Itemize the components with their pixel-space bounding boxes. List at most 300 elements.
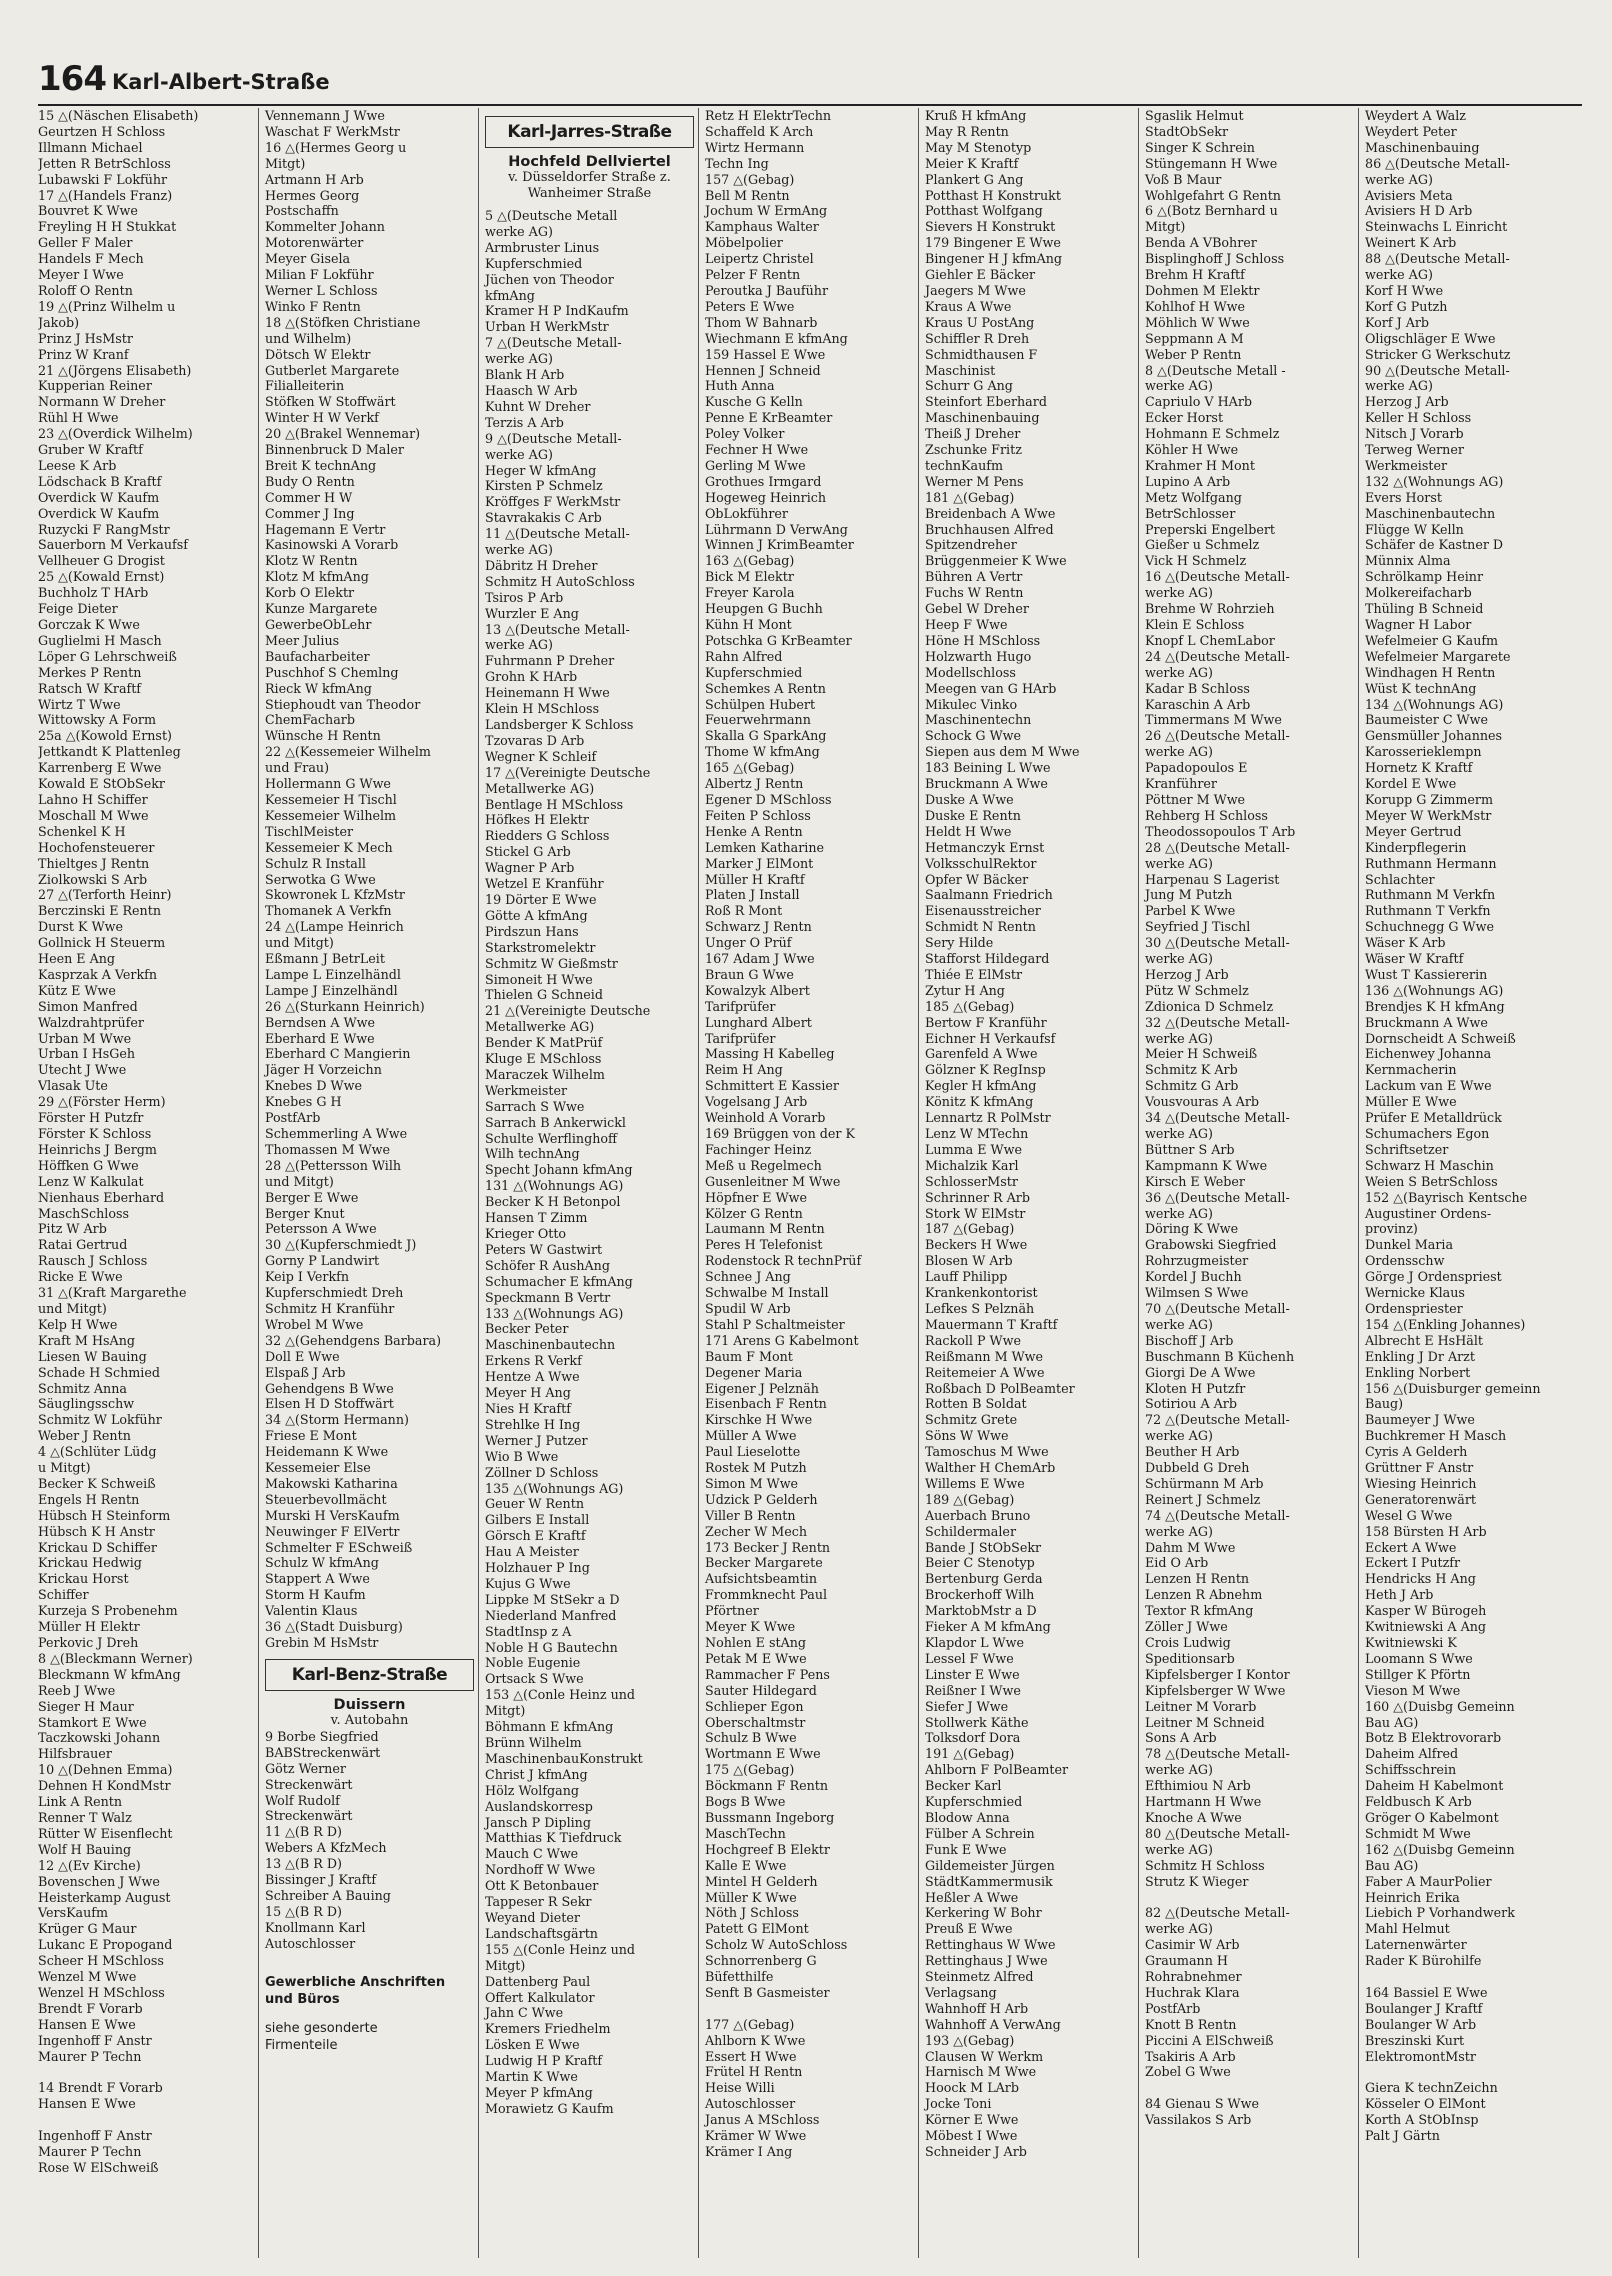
directory-entry: Krickau Horst xyxy=(38,1571,129,1587)
directory-entry: Tsakiris A Arb xyxy=(1145,2048,1236,2064)
directory-entry: Höffken G Wwe xyxy=(38,1157,139,1173)
directory-entry: Winter H W Verkf xyxy=(265,410,379,426)
directory-entry: Grohn K HArb xyxy=(485,669,578,685)
directory-entry: 25 △(Kowald Ernst) xyxy=(38,569,165,585)
directory-entry: Heisterkamp August xyxy=(38,1889,171,1905)
directory-entry: MaschSchloss xyxy=(38,1205,130,1221)
directory-entry: Schmitz K Arb xyxy=(1145,1062,1238,1078)
directory-columns xyxy=(38,108,1583,2258)
directory-entry: Knebes G H xyxy=(265,1094,342,1110)
directory-entry: 28 △(Deutsche Metall- xyxy=(1145,839,1290,855)
directory-entry: Rose W ElSchweiß xyxy=(38,2159,159,2175)
directory-entry: werke AG) xyxy=(1145,1762,1213,1778)
directory-entry: Becker K Schweiß xyxy=(38,1475,156,1491)
directory-entry: Knollmann Karl xyxy=(265,1919,366,1935)
directory-entry: Maschinist xyxy=(925,362,996,378)
directory-entry xyxy=(1365,2064,1574,2080)
directory-entry: Webers A KfzMech xyxy=(265,1840,387,1856)
directory-entry: Nohlen E stAng xyxy=(705,1635,807,1650)
directory-entry: 74 △(Deutsche Metall- xyxy=(1145,1507,1290,1523)
directory-entry: Thiée E ElMstr xyxy=(925,966,1023,982)
directory-entry: Meegen van G HArb xyxy=(925,680,1057,696)
directory-entry: Bogs B Wwe xyxy=(705,1794,786,1810)
directory-entry: Bruckmann A Wwe xyxy=(1365,1014,1488,1030)
directory-entry: und Wilhelm) xyxy=(265,330,352,346)
directory-entry: Hübsch H Steinform xyxy=(38,1507,171,1523)
directory-entry: Herzog J Arb xyxy=(1145,966,1229,982)
directory-entry: ChemFacharb xyxy=(265,712,355,728)
directory-entry: Reinert J Schmelz xyxy=(1145,1491,1261,1507)
directory-entry: 22 △(Kessemeier Wilhelm xyxy=(265,744,431,760)
directory-entry: Mikulec Vinko xyxy=(925,696,1018,712)
directory-entry: Büfetthilfe xyxy=(705,1969,774,1985)
directory-entry: Martin K Wwe xyxy=(485,2069,578,2085)
directory-entry: Kerkering W Bohr xyxy=(925,1905,1042,1921)
directory-entry: Hollermann G Wwe xyxy=(265,776,391,792)
directory-entry: werke AG) xyxy=(1365,171,1433,187)
directory-entry: Capriulo V HArb xyxy=(1145,394,1253,410)
directory-entry: StadtObSekr xyxy=(1145,123,1229,139)
directory-entry: MaschinenbauKonstrukt xyxy=(485,1750,643,1766)
directory-entry: 155 △(Conle Heinz und xyxy=(485,1941,636,1957)
directory-entry: Meer Julius xyxy=(265,632,340,648)
notice-title-1: Gewerbliche Anschriften xyxy=(265,1974,446,1990)
directory-entry: Schwalbe M Install xyxy=(705,1285,829,1301)
directory-entry: 34 △(Storm Hermann) xyxy=(265,1412,409,1428)
directory-entry: 185 △(Gebag) xyxy=(925,998,1015,1014)
directory-entry: 193 △(Gebag) xyxy=(925,2032,1015,2048)
entry-list xyxy=(265,108,474,1651)
directory-entry: Landsberger K Schloss xyxy=(485,717,634,732)
directory-entry: Kipfelsberger W Wwe xyxy=(1145,1682,1286,1698)
directory-entry: Knott B Rentn xyxy=(1145,2016,1237,2032)
directory-entry: 86 △(Deutsche Metall- xyxy=(1365,155,1510,171)
directory-entry: Neuwinger F ElVertr xyxy=(265,1523,400,1539)
directory-entry: Grüttner F Anstr xyxy=(1365,1460,1474,1476)
directory-entry: Hagemann E Vertr xyxy=(265,521,386,537)
directory-entry: Rieck W kfmAng xyxy=(265,680,372,696)
directory-entry: Starkstromelektr xyxy=(485,939,596,955)
directory-entry: Kraus U PostAng xyxy=(925,314,1035,330)
page-street-title: Karl-Albert-Straße xyxy=(111,70,330,94)
directory-entry: Enkling J Dr Arzt xyxy=(1365,1348,1475,1364)
directory-entry: Schnorrenberg G xyxy=(705,1953,817,1969)
directory-entry: 17 △(Handels Franz) xyxy=(38,187,173,203)
directory-entry: Gruber W Kraftf xyxy=(38,442,143,458)
directory-entry: Stamkort E Wwe xyxy=(38,1714,147,1730)
directory-entry: Urban H WerkMstr xyxy=(485,319,609,335)
directory-entry: Werner L Schloss xyxy=(265,282,378,298)
directory-entry: Mitgt) xyxy=(265,155,306,171)
directory-entry: Bau AG) xyxy=(1365,1714,1419,1730)
directory-entry: Terweg Werner xyxy=(1365,442,1464,458)
directory-entry: Daheim Alfred xyxy=(1365,1746,1459,1762)
directory-entry: Eberhard E Wwe xyxy=(265,1030,375,1046)
directory-entry: Rehberg H Schloss xyxy=(1145,807,1268,823)
directory-entry: Hartmann H Wwe xyxy=(1145,1794,1262,1810)
directory-entry: Taczkowski Johann xyxy=(38,1730,161,1746)
directory-entry: Zschunke Fritz xyxy=(925,442,1022,458)
directory-entry: Preperski Engelbert xyxy=(1145,521,1276,537)
directory-entry: 70 △(Deutsche Metall- xyxy=(1145,1300,1290,1316)
directory-entry: 16 △(Hermes Georg u xyxy=(265,139,407,155)
entry-list xyxy=(705,108,914,2160)
directory-entry: 131 △(Wohnungs AG) xyxy=(485,1178,624,1194)
directory-entry: 7 △(Deutsche Metall- xyxy=(485,335,622,351)
directory-entry: Körner E Wwe xyxy=(925,2112,1019,2128)
directory-entry: Korb O Elektr xyxy=(265,585,355,601)
directory-entry: Patett G ElMont xyxy=(705,1921,809,1937)
directory-entry: Fieker A M kfmAng xyxy=(925,1619,1051,1635)
directory-entry: Feige Dieter xyxy=(38,601,118,617)
directory-entry: Postschaffn xyxy=(265,203,339,219)
directory-entry: Vlasak Ute xyxy=(38,1078,108,1094)
directory-entry: Kölzer G Rentn xyxy=(705,1205,803,1221)
directory-entry: Görge J Ordenspriest xyxy=(1365,1269,1502,1285)
directory-entry: 36 △(Deutsche Metall- xyxy=(1145,1189,1290,1205)
directory-entry: Commer H W xyxy=(265,489,353,505)
directory-entry: Kipfelsberger I Kontor xyxy=(1145,1666,1290,1682)
directory-entry: Brehm H Kraftf xyxy=(1145,267,1245,283)
directory-entry: Palt J Gärtn xyxy=(1365,2128,1440,2144)
directory-entry: Laternenwärter xyxy=(1365,1937,1467,1953)
directory-entry: 21 △(Vereinigte Deutsche xyxy=(485,1003,651,1019)
directory-entry: Kupferschmiedt Dreh xyxy=(265,1285,404,1301)
directory-entry: Kloten H Putzfr xyxy=(1145,1380,1246,1396)
directory-entry: Kampmann K Wwe xyxy=(1145,1157,1268,1173)
directory-entry: Egener D MSchloss xyxy=(705,791,832,807)
directory-entry: Eckert I Putzfr xyxy=(1365,1555,1461,1571)
directory-entry: Tsiros P Arb xyxy=(485,589,564,605)
directory-entry: Brockerhoff Wilh xyxy=(925,1587,1035,1603)
directory-entry: 29 △(Förster Herm) xyxy=(38,1094,166,1110)
directory-entry: VersKaufm xyxy=(38,1905,109,1921)
directory-entry: Wilmsen S Wwe xyxy=(1145,1285,1249,1301)
directory-entry: werke AG) xyxy=(1145,378,1213,394)
directory-entry: Gollnick H Steuerm xyxy=(38,935,166,951)
directory-entry: Beier C Stenotyp xyxy=(925,1555,1035,1571)
directory-entry: Offert Kalkulator xyxy=(485,1989,595,2005)
directory-entry: Heep F Wwe xyxy=(925,617,1008,632)
directory-entry: Schiffler R Dreh xyxy=(925,330,1030,346)
directory-entry: Kröffges F WerkMstr xyxy=(485,494,621,510)
directory-entry: werke AG) xyxy=(485,637,553,653)
directory-entry: Ricke E Wwe xyxy=(38,1269,123,1285)
directory-entry: Gilbers E Install xyxy=(485,1512,590,1528)
directory-entry: 90 △(Deutsche Metall- xyxy=(1365,362,1510,378)
directory-entry: Lührmann D VerwAng xyxy=(705,521,848,537)
directory-entry: Windhagen H Rentn xyxy=(1365,664,1496,680)
directory-entry: Streckenwärt xyxy=(265,1808,353,1824)
directory-entry: Krämer I Ang xyxy=(705,2144,793,2159)
directory-entry: werke AG) xyxy=(485,542,553,558)
directory-entry: Stafforst Hildegard xyxy=(925,951,1050,967)
directory-entry: Piccini A ElSchweiß xyxy=(1145,2032,1274,2048)
directory-entry: werke AG) xyxy=(485,223,553,239)
directory-entry: Harpenau S Lagerist xyxy=(1145,871,1280,887)
directory-entry: Ingenhoff F Anstr xyxy=(38,2128,152,2144)
directory-entry: Verlagsang xyxy=(925,1984,997,2000)
directory-entry: Wirtz T Wwe xyxy=(38,696,121,712)
directory-entry: Rackoll P Wwe xyxy=(925,1332,1021,1348)
directory-entry: Hölz Wolfgang xyxy=(485,1782,580,1798)
directory-entry: Schlieper Egon xyxy=(705,1698,804,1714)
directory-entry: Nordhoff W Wwe xyxy=(485,1862,596,1878)
directory-entry: VolksschulRektor xyxy=(925,855,1037,871)
directory-entry: Marker J ElMont xyxy=(705,855,814,871)
directory-entry: Papadopoulos E xyxy=(1145,760,1248,776)
directory-entry: werke AG) xyxy=(485,351,553,367)
directory-entry: Meier H Schweiß xyxy=(1145,1046,1258,1062)
directory-entry xyxy=(38,2112,254,2128)
directory-entry: Schülpen Hubert xyxy=(705,696,816,712)
directory-entry: Förster K Schloss xyxy=(38,1126,152,1141)
directory-entry: Huchrak Klara xyxy=(1145,1984,1240,2000)
directory-entry: Hornetz K Kraftf xyxy=(1365,760,1473,776)
directory-entry: Korupp G Zimmerm xyxy=(1365,791,1493,807)
directory-entry: Meyer P kfmAng xyxy=(485,2084,593,2100)
directory-entry: Höne H MSchloss xyxy=(925,632,1041,648)
directory-entry: BetrSchlosser xyxy=(1145,505,1236,521)
directory-entry: 8 △(Deutsche Metall - xyxy=(1145,362,1286,378)
directory-entry: Senft B Gasmeister xyxy=(705,1984,830,2000)
directory-entry: Giehler E Bäcker xyxy=(925,267,1036,283)
directory-entry: werke AG) xyxy=(1145,855,1213,871)
directory-entry: Löper G Lehrschweiß xyxy=(38,648,177,664)
directory-entry: Zecher W Mech xyxy=(705,1523,808,1539)
directory-entry: Krankenkontorist xyxy=(925,1285,1038,1301)
notice-body-1: siehe gesonderte xyxy=(265,2020,378,2036)
directory-entry: Schwarz H Maschin xyxy=(1365,1157,1494,1173)
directory-entry: Liesen W Bauing xyxy=(38,1348,147,1364)
directory-entry: Karaschin A Arb xyxy=(1145,696,1251,712)
directory-entry: 21 △(Jörgens Elisabeth) xyxy=(38,362,192,378)
directory-entry: 15 △(Näschen Elisabeth) xyxy=(38,108,199,123)
directory-entry: Lunghard Albert xyxy=(705,1014,812,1030)
directory-entry: Stüngemann H Wwe xyxy=(1145,155,1278,171)
directory-entry: Krickau D Schiffer xyxy=(38,1539,157,1555)
directory-entry: ObLokführer xyxy=(705,505,788,521)
directory-entry: Hetmanczyk Ernst xyxy=(925,839,1045,855)
directory-entry: Heldt H Wwe xyxy=(925,823,1012,839)
directory-entry: Noble H G Bautechn xyxy=(485,1639,618,1655)
directory-entry: kfmAng xyxy=(485,287,535,303)
directory-entry xyxy=(705,2001,914,2017)
directory-entry: Zöllner D Schloss xyxy=(485,1464,599,1480)
directory-entry: Winnen J KrimBeamter xyxy=(705,537,854,553)
directory-entry: Eigener J Pelznäh xyxy=(705,1380,819,1396)
directory-entry: Pirdszun Hans xyxy=(485,923,579,939)
directory-entry: Kinderpflegerin xyxy=(1365,839,1467,855)
directory-entry: Dahm M Wwe xyxy=(1145,1539,1236,1555)
directory-entry: Normann W Dreher xyxy=(38,394,166,410)
directory-entry: Wernicke Klaus xyxy=(1365,1285,1465,1301)
directory-entry: Schmidt N Rentn xyxy=(925,919,1036,935)
directory-entry: Krahmer H Mont xyxy=(1145,457,1255,473)
directory-entry: Freyer Karola xyxy=(705,585,795,601)
directory-entry: und Mitgt) xyxy=(38,1300,107,1316)
directory-entry: Boulanger W Arb xyxy=(1365,2016,1477,2032)
entry-list-after xyxy=(265,1729,474,1952)
directory-entry: Sauerborn M Verkaufsf xyxy=(38,537,188,553)
directory-entry: Krüger G Maur xyxy=(38,1921,137,1937)
directory-entry: Kelp H Wwe xyxy=(38,1316,118,1332)
directory-entry: Simon M Wwe xyxy=(705,1475,799,1491)
directory-entry: Geurtzen H Schloss xyxy=(38,123,166,139)
directory-entry: Stiephoudt van Theodor xyxy=(265,696,421,712)
directory-entry: Bick M Elektr xyxy=(705,569,794,585)
directory-entry: Binnenbruck D Maler xyxy=(265,442,404,458)
directory-entry: Ingenhoff F Anstr xyxy=(38,2032,152,2048)
directory-entry: Parbel K Wwe xyxy=(1145,903,1236,919)
directory-entry: Landschaftsgärtn xyxy=(485,1925,598,1941)
directory-entry: Lahno H Schiffer xyxy=(38,791,148,807)
directory-entry: Milian F Lokführ xyxy=(265,267,374,283)
directory-entry: SchlosserMstr xyxy=(925,1173,1018,1189)
directory-entry: Schock G Wwe xyxy=(925,728,1022,744)
directory-entry: Heupgen G Buchh xyxy=(705,601,823,617)
directory-entry: Schürmann M Arb xyxy=(1145,1475,1264,1491)
directory-entry: ElektromontMstr xyxy=(1365,2048,1476,2064)
directory-entry: Breit K technAng xyxy=(265,457,377,473)
directory-entry: 10 △(Dehnen Emma) xyxy=(38,1762,173,1778)
directory-entry: Buchholz T HArb xyxy=(38,585,149,601)
directory-entry: Vieson M Wwe xyxy=(1365,1682,1461,1698)
column-6 xyxy=(1138,108,1358,2258)
directory-entry: 28 △(Pettersson Wilh xyxy=(265,1157,402,1173)
directory-entry: Seyfried J Tischl xyxy=(1145,919,1251,935)
directory-entry: 17 △(Vereinigte Deutsche xyxy=(485,764,651,780)
directory-entry: Eisenbach F Rentn xyxy=(705,1396,827,1412)
directory-entry: Schmidt M Wwe xyxy=(1365,1825,1471,1841)
directory-entry: Weydert A Walz xyxy=(1365,108,1466,123)
directory-entry: Speditionsarb xyxy=(1145,1650,1235,1666)
directory-entry: 171 Arens G Kabelmont xyxy=(705,1332,859,1348)
directory-entry: 183 Beining L Wwe xyxy=(925,760,1051,776)
directory-entry: 163 △(Gebag) xyxy=(705,553,795,569)
directory-entry: Rammacher F Pens xyxy=(705,1666,830,1682)
directory-entry: Morawietz G Kaufm xyxy=(485,2100,614,2116)
directory-entry: Möbelpolier xyxy=(705,235,783,251)
directory-entry: Janus A MSchloss xyxy=(705,2112,820,2128)
directory-entry: Brendjes K H kfmAng xyxy=(1365,998,1505,1014)
directory-entry: 26 △(Deutsche Metall- xyxy=(1145,728,1290,744)
directory-entry: Pütz W Schmelz xyxy=(1145,982,1249,998)
directory-entry: Müller A Wwe xyxy=(705,1428,797,1444)
directory-entry: Thielen G Schneid xyxy=(485,987,603,1003)
directory-entry: werke AG) xyxy=(1365,378,1433,394)
directory-entry: Bouvret K Wwe xyxy=(38,203,138,219)
directory-entry: Mauch C Wwe xyxy=(485,1846,579,1862)
directory-entry: technKaufm xyxy=(925,457,1003,473)
directory-entry: Sarrach S Wwe xyxy=(485,1098,585,1114)
directory-entry: May M Stenotyp xyxy=(925,139,1032,155)
directory-entry: Kujus G Wwe xyxy=(485,1575,571,1591)
directory-entry: Kluge E MSchloss xyxy=(485,1051,602,1067)
directory-entry: Schäfer de Kastner D xyxy=(1365,537,1504,553)
directory-entry: Timmermans M Wwe xyxy=(1145,712,1282,728)
directory-entry: Dunkel Maria xyxy=(1365,1237,1454,1253)
directory-entry: Walther H ChemArb xyxy=(925,1460,1056,1476)
directory-entry: Schlachter xyxy=(1365,871,1435,887)
directory-entry: Leitner M Schneid xyxy=(1145,1714,1265,1730)
directory-entry: Schulz B Wwe xyxy=(705,1730,797,1746)
directory-entry: Bertow F Kranführ xyxy=(925,1014,1047,1030)
directory-entry: Ratsch W Kraftf xyxy=(38,680,141,696)
directory-entry: Kurzeja S Probenehm xyxy=(38,1603,178,1619)
directory-entry: Bentlage H MSchloss xyxy=(485,796,624,812)
directory-entry: Durst K Wwe xyxy=(38,919,123,935)
directory-entry: Möhlich W Wwe xyxy=(1145,314,1250,330)
directory-entry: Bleckmann W kfmAng xyxy=(38,1666,181,1682)
directory-entry: Gutberlet Margarete xyxy=(265,362,400,378)
directory-entry: werke AG) xyxy=(1145,1921,1213,1937)
directory-entry: Perkovic J Dreh xyxy=(38,1635,139,1650)
directory-entry: Schmittert E Kassier xyxy=(705,1078,839,1094)
directory-entry: Plankert G Ang xyxy=(925,171,1024,187)
directory-entry: Hennen J Schneid xyxy=(705,362,821,378)
directory-entry: Dubbeld G Dreh xyxy=(1145,1460,1250,1476)
directory-entry: Motorenwärter xyxy=(265,235,364,251)
directory-entry: Botz B Elektrovorarb xyxy=(1365,1730,1502,1746)
directory-entry: Scheer H MSchloss xyxy=(38,1953,164,1969)
directory-entry: Kordel J Buchh xyxy=(1145,1269,1242,1285)
street-heading-karl-benz: Karl-Benz-Straße xyxy=(265,1659,474,1691)
directory-entry: Utecht J Wwe xyxy=(38,1062,127,1078)
directory-entry: Doll E Wwe xyxy=(265,1348,340,1364)
directory-entry: Freyling H H Stukkat xyxy=(38,219,177,235)
directory-entry: Schmitz W Gießmstr xyxy=(485,955,618,971)
directory-entry: Rohrabnehmer xyxy=(1145,1969,1242,1985)
directory-entry xyxy=(1145,2080,1354,2096)
directory-entry: Brüggenmeier K Wwe xyxy=(925,553,1067,569)
directory-entry: Reim H Ang xyxy=(705,1062,783,1078)
directory-entry: Bühren A Vertr xyxy=(925,569,1023,585)
directory-entry: Wefelmeier Margarete xyxy=(1365,648,1511,664)
directory-entry: Dohmen M Elektr xyxy=(1145,282,1260,298)
directory-entry: Zytur H Ang xyxy=(925,982,1005,998)
directory-entry: Pöttner M Wwe xyxy=(1145,791,1246,807)
directory-entry: Filialleiterin xyxy=(265,378,345,394)
directory-entry: Ruthmann M Verkfn xyxy=(1365,887,1496,903)
street-heading-karl-jarres: Karl-Jarres-Straße xyxy=(485,116,694,148)
directory-entry: Knebes D Wwe xyxy=(265,1078,362,1094)
directory-entry: Kramer H P IndKaufm xyxy=(485,303,629,319)
directory-entry: Brendt F Vorarb xyxy=(38,2000,143,2016)
directory-entry: Specht Johann kfmAng xyxy=(485,1162,633,1178)
directory-entry: Heth J Arb xyxy=(1365,1587,1434,1603)
directory-entry: Korf G Putzh xyxy=(1365,298,1448,314)
directory-entry: 30 △(Kupferschmiedt J) xyxy=(265,1237,417,1253)
directory-entry: Keip I Verkfn xyxy=(265,1269,350,1285)
directory-entry: Nitsch J Vorarb xyxy=(1365,426,1464,442)
directory-entry: Kruß H kfmAng xyxy=(925,108,1027,123)
directory-entry: Autoschlosser xyxy=(265,1935,356,1951)
directory-entry: Giera K technZeichn xyxy=(1365,2080,1498,2096)
directory-entry: 9 Borbe Siegfried xyxy=(265,1728,379,1744)
directory-entry: Böhmann E kfmAng xyxy=(485,1719,614,1735)
directory-entry: Kadar B Schloss xyxy=(1145,680,1250,696)
directory-entry: Berger Knut xyxy=(265,1205,345,1221)
directory-entry: Görsch E Kraftf xyxy=(485,1528,586,1544)
directory-entry: Kalle E Wwe xyxy=(705,1857,787,1873)
directory-entry: Wirtz Hermann xyxy=(705,139,805,155)
directory-entry: Gorczak K Wwe xyxy=(38,617,140,632)
directory-entry: Leipertz Christel xyxy=(705,251,814,267)
directory-entry: Ludwig H P Kraftf xyxy=(485,2053,603,2069)
directory-entry: Wittowsky A Form xyxy=(38,712,157,728)
directory-entry: Könitz K kfmAng xyxy=(925,1094,1034,1110)
